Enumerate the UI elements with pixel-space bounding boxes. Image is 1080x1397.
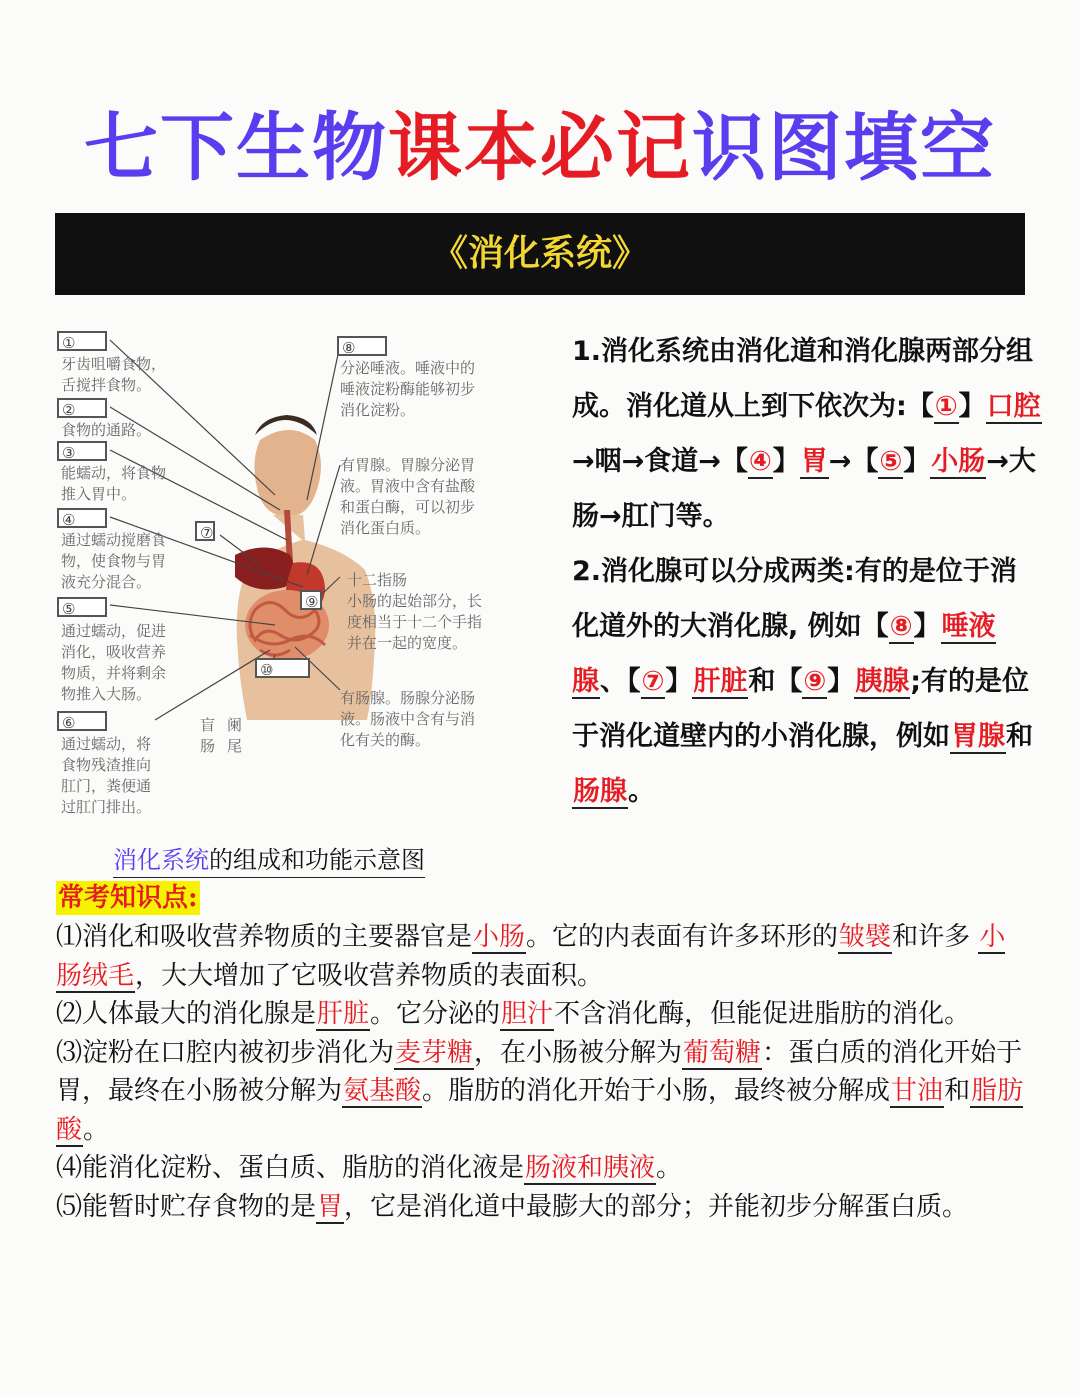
caption-rest: 的组成和功能示意图 [209, 846, 425, 874]
diagram-box-9: ⑨ [300, 590, 322, 610]
label-small-intestine: 通过蠕动，促进 消化，吸收营养 物质，并将剩余 物推入大肠。 [61, 622, 167, 703]
section-text [572, 324, 1042, 819]
kp3-answer-5: 脂肪酸 [56, 1076, 1024, 1145]
label-appendix: 阑 尾 [227, 716, 243, 755]
title-part-2: 课本必记 [388, 105, 692, 191]
kp1-text-c: 和许多 [892, 922, 979, 952]
label-pharynx: 食物的通路。 [61, 421, 152, 439]
kp1-text-b: 。它的内表面有许多环形的 [526, 922, 839, 952]
diagram-caption [113, 843, 425, 878]
kp4-answer-1: 肠液和胰液 [525, 1153, 656, 1183]
kp2-answer-2: 胆汁 [501, 999, 554, 1029]
p2-answer-7: 胃腺 [951, 721, 1005, 752]
key-point-4 [56, 1149, 1026, 1188]
paragraph-1 [572, 324, 1042, 544]
p1-answer-2: 口腔 [986, 391, 1041, 422]
label-cecum: 盲 肠 [200, 716, 216, 755]
p1-text-6: 】 [903, 446, 931, 477]
kp3-answer-3: 氨基酸 [343, 1076, 422, 1106]
p2-text-8: 和 [1006, 721, 1033, 752]
p1-answer-5: ⑤ [879, 446, 903, 477]
p2-text-7: ;有的是位于消化道壁内的小消化腺，例如 [572, 666, 1030, 752]
kp3-answer-1: 麦芽糖 [395, 1037, 474, 1068]
key-points-title: 常考知识点: [58, 883, 198, 913]
head-shape [254, 430, 321, 517]
kp5-text-b: ，它是消化道中最膨大的部分；并能初步分解蛋白质。 [344, 1191, 969, 1222]
banner-text: 《消化系统》 [431, 233, 648, 274]
kp5-answer-1: 胃 [317, 1191, 344, 1222]
p2-text-1: 2.消化腺可以分成两类:有的是位于消化道外的大消化腺, 例如【 [572, 556, 1017, 642]
label-gastric-gland: 有胃腺。胃腺分泌胃 液。胃液中含有盐酸 和蛋白酶，可以初步 消化蛋白质。 [340, 456, 476, 537]
kp1-text-a: ⑴消化和吸收营养物质的主要器官是 [56, 922, 473, 952]
page-title [0, 100, 1080, 196]
kp2-text-b: 。它分泌的 [370, 999, 501, 1029]
p2-text-2: 】 [913, 611, 941, 642]
label-intestinal-gland: 有肠腺。肠腺分泌肠 液。肠液中含有与消 化有关的酶。 [340, 689, 476, 749]
diagram-box-10: ⑩ [255, 658, 310, 678]
p2-answer-4: 肝脏 [693, 666, 748, 697]
kp1-answer-1: 小肠 [473, 922, 526, 952]
p1-answer-6: 小肠 [931, 446, 986, 477]
p2-answer-1: ⑧ [889, 611, 913, 642]
kp2-text-a: ⑵人体最大的消化腺是 [56, 999, 317, 1029]
kp3-answer-2: 葡萄糖 [683, 1037, 762, 1068]
kp4-text-b: 。 [656, 1153, 683, 1183]
key-point-3 [56, 1034, 1026, 1150]
diagram-box-4: ④ [57, 508, 107, 528]
diagram-box-6: ⑥ [57, 711, 107, 731]
kp3-text-c: ：蛋白质的消化开始于胃，最终在小肠被分解为 [56, 1037, 1023, 1106]
label-duodenum: 十二指肠 小肠的起始部分，长 度相当于十二个手指 并在一起的宽度。 [347, 571, 483, 652]
p2-answer-2: 唾液腺 [572, 611, 996, 697]
p2-answer-3: ⑦ [641, 666, 665, 697]
kp1-text-d: ，大大增加了它吸收营养物质的表面积。 [135, 960, 604, 991]
kp1-answer-3: 小肠绒毛 [56, 922, 1006, 991]
label-large-intestine: 通过蠕动，将 食物残渣推向 肛门，粪便通 过肛门排出。 [61, 735, 152, 816]
p1-answer-1: ① [934, 391, 958, 422]
p1-text-5: →【 [828, 446, 879, 477]
section-banner [55, 213, 1025, 295]
kp3-answer-4: 甘油 [891, 1076, 944, 1106]
p2-text-6: 】 [827, 666, 855, 697]
kp3-text-d: 。脂肪的消化开始于小肠，最终被分解成 [422, 1076, 891, 1106]
diagram-box-1: ① [57, 331, 107, 351]
p1-answer-4: 胃 [800, 446, 828, 477]
label-stomach: 通过蠕动搅磨食 物，使食物与胃 液充分混合。 [61, 531, 167, 591]
label-mouth: 牙齿咀嚼食物， 舌搅拌食物。 [61, 355, 167, 394]
kp2-text-c: 不含消化酶，但能促进脂肪的消化。 [554, 999, 971, 1029]
title-part-1: 七下生物 [84, 105, 388, 191]
key-point-5 [56, 1188, 1026, 1227]
diagram-box-2: ② [57, 398, 107, 418]
kp3-text-e: 和 [944, 1076, 971, 1106]
p1-answer-3: ④ [748, 446, 772, 477]
p1-text-3: →咽→食道→【 [572, 446, 748, 477]
digestive-system-diagram [55, 325, 525, 825]
p2-answer-8: 肠腺 [573, 776, 627, 807]
key-point-1 [56, 918, 1026, 995]
title-part-3: 识图填空 [692, 105, 996, 191]
diagram-box-5: ⑤ [57, 597, 107, 617]
p1-text-7: →大肠→肛门等。 [572, 446, 1036, 532]
key-point-2 [56, 995, 1026, 1034]
kp4-text-a: ⑷能消化淀粉、蛋白质、脂肪的消化液是 [56, 1153, 525, 1183]
caption-highlight: 消化系统 [113, 846, 209, 874]
diagram-box-8: ⑧ [337, 336, 387, 356]
p2-text-3: 、【 [600, 666, 641, 697]
kp5-text-a: ⑸能暂时贮存食物的是 [56, 1191, 317, 1222]
p1-text-1: 1.消化系统由消化道和消化腺两部分组成。消化道从上到下依次为:【 [572, 336, 1034, 422]
kp1-answer-2: 皱襞 [839, 922, 892, 952]
kp3-text-b: ，在小肠被分解为 [474, 1037, 683, 1068]
p2-text-5: 和【 [748, 666, 803, 697]
label-esophagus: 能蠕动，将食物 推入胃中。 [61, 464, 167, 503]
p2-text-4: 】 [665, 666, 693, 697]
p2-answer-6: 胰腺 [855, 666, 910, 697]
diagram-box-7: ⑦ [195, 521, 215, 541]
p1-text-2: 】 [958, 391, 986, 422]
key-points [56, 918, 1026, 1226]
liver-shape [235, 548, 294, 590]
p1-text-4: 】 [772, 446, 800, 477]
diagram-box-3: ③ [57, 441, 107, 461]
paragraph-2 [572, 544, 1042, 819]
kp3-text-a: ⑶淀粉在口腔内被初步消化为 [56, 1037, 395, 1068]
kp3-text-f: 。 [83, 1114, 110, 1145]
kp2-answer-1: 肝脏 [317, 999, 370, 1029]
p2-answer-5: ⑨ [803, 666, 827, 697]
p2-text-9: 。 [628, 776, 655, 807]
label-salivary-gland: 分泌唾液。唾液中的 唾液淀粉酶能够初步 消化淀粉。 [340, 359, 476, 419]
